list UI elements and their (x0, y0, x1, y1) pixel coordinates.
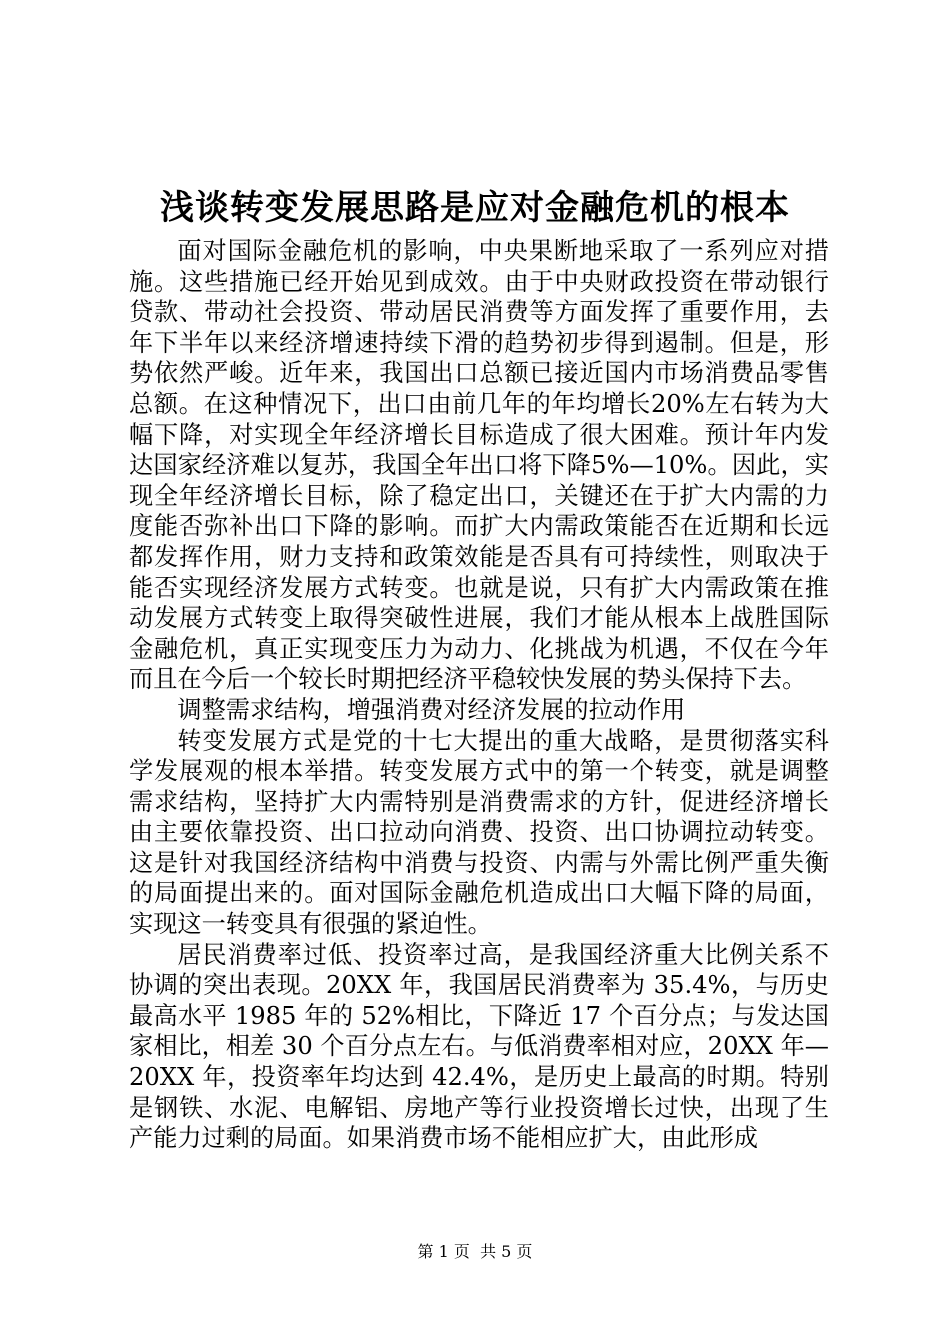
paragraph-transformation: 转变发展方式是党的十七大提出的重大战略，是贯彻落实科学发展观的根本举措。转变发展方式中的第一个转变，就是调整需求结构，坚持扩大内需特别是消费需求的方针，促进经济增长由主要依靠投资、出口拉动向消费、投资、出口协调拉动转变。这是针对我国经济结构中消费与投资、内需与外需比例严重失衡的局面提出来的。面对国际金融危机造成出口大幅下降的局面，实现这一转变具有很强的紧迫性。 (129, 726, 829, 939)
paragraph-consumption-rate: 居民消费率过低、投资率过高，是我国经济重大比例关系不协调的突出表现。20XX 年，我国居民消费率为 35.4%，与历史最高水平 1985 年的 52%相比，下降近 17 个百分点；与发达国家相比，相差 30 个百分点左右。与低消费率相对应，20XX 年—20XX 年，投资率年均达到 42.4%，是历史上最高的时期。特别是钢铁、水泥、电解铝、房地产等行业投资增长过快，出现了生产能力过剩的局面。如果消费市场不能相应扩大，由此形成 (129, 940, 829, 1153)
page-footer (0, 1240, 950, 1264)
paragraph-intro: 面对国际金融危机的影响，中央果断地采取了一系列应对措施。这些措施已经开始见到成效。由于中央财政投资在带动银行贷款、带动社会投资、带动居民消费等方面发挥了重要作用，去年下半年以来经济增速持续下滑的趋势初步得到遏制。但是，形势依然严峻。近年来，我国出口总额已接近国内市场消费品零售总额。在这种情况下，出口由前几年的年均增长20%左右转为大幅下降，对实现全年经济增长目标造成了很大困难。预计年内发达国家经济难以复苏，我国全年出口将下降5%—10%。因此，实现全年经济增长目标，除了稳定出口，关键还在于扩大内需的力度能否弥补出口下降的影响。而扩大内需政策能否在近期和长远都发挥作用，财力支持和政策效能是否具有可持续性，则取决于能否实现经济发展方式转变。也就是说，只有扩大内需政策在推动发展方式转变上取得突破性进展，我们才能从根本上战胜国际金融危机，真正实现变压力为动力、化挑战为机遇，不仅在今年而且在今后一个较长时期把经济平稳较快发展的势头保持下去。 (129, 237, 829, 694)
page-number: 第 1 页 共 5 页 (417, 1242, 533, 1261)
section-heading: 调整需求结构，增强消费对经济发展的拉动作用 (177, 695, 686, 724)
document-body (129, 236, 829, 1154)
document-title: 浅谈转变发展思路是应对金融危机的根本 (160, 188, 790, 228)
